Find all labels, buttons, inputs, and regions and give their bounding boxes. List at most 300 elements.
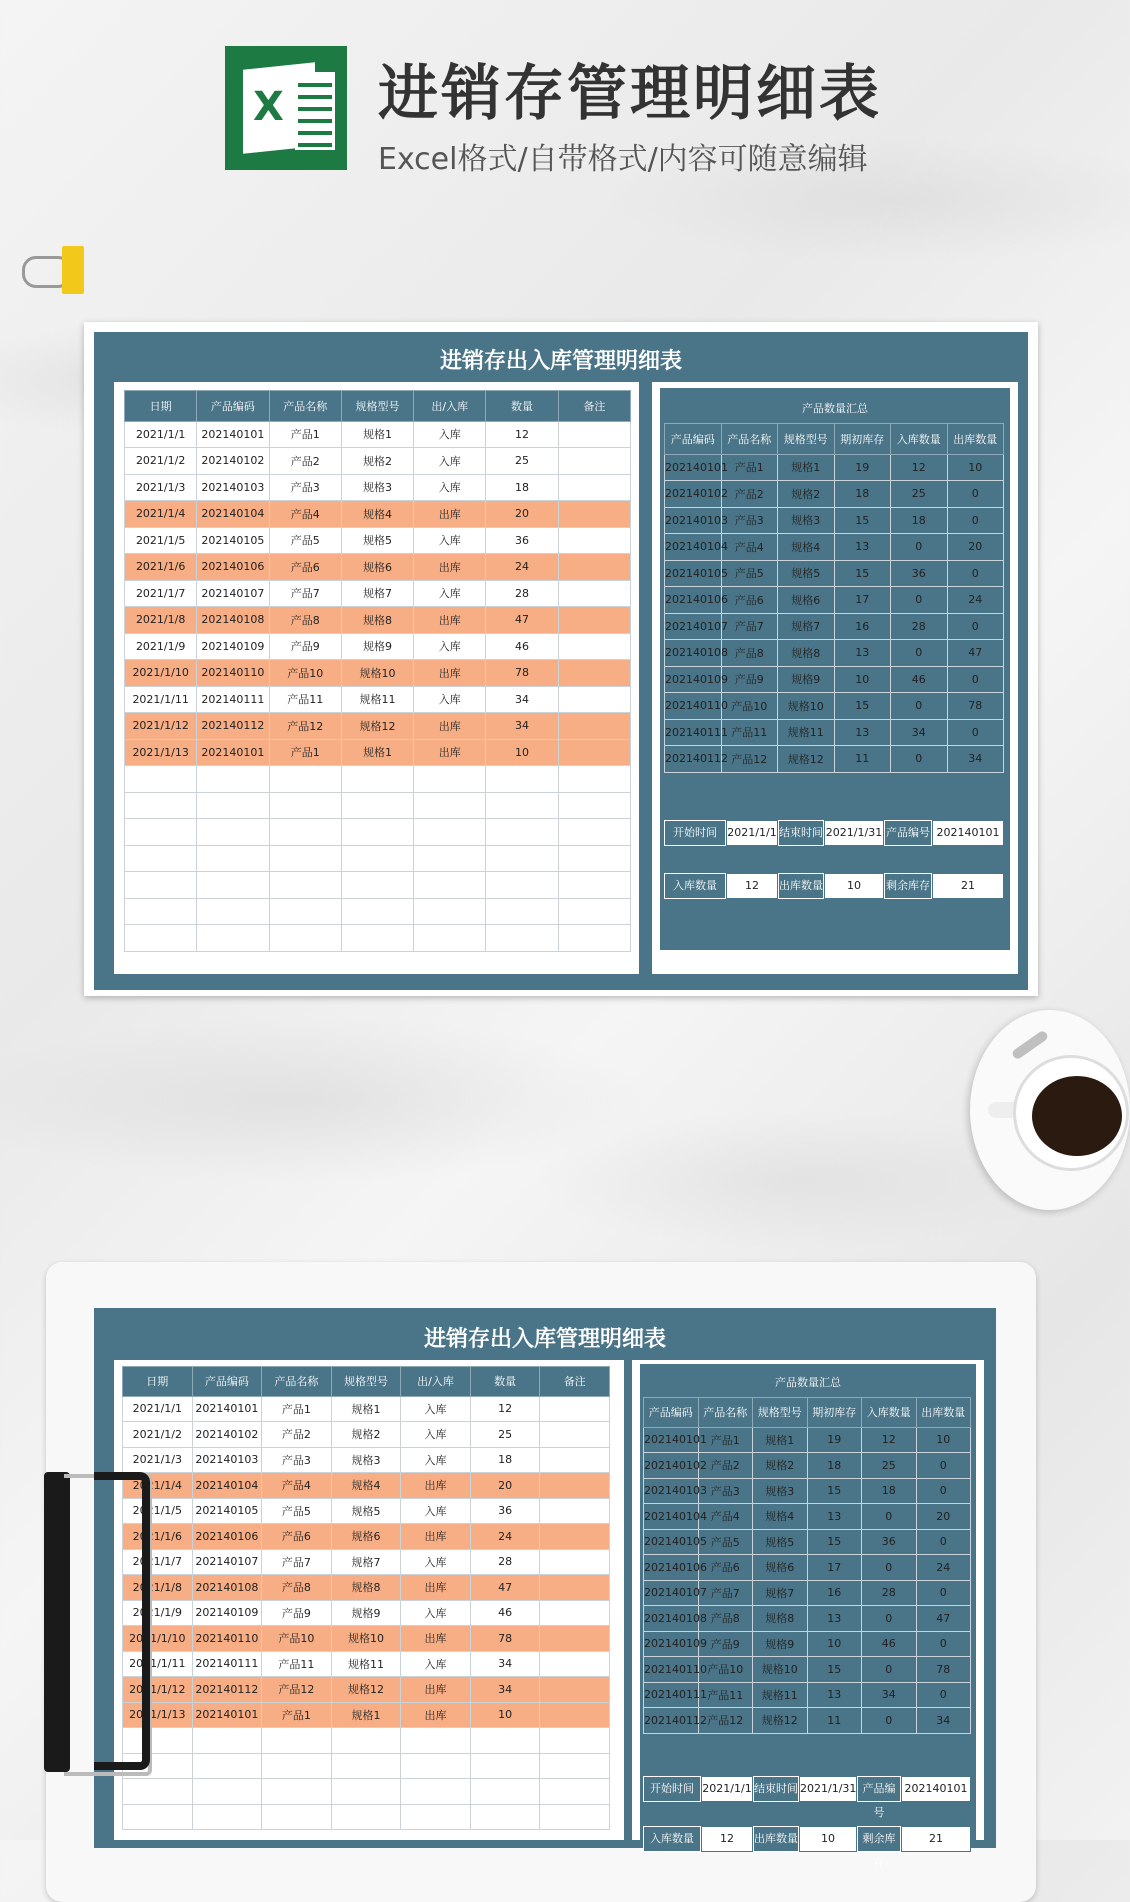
table-cell[interactable]: 产品5 <box>721 560 778 587</box>
table-cell[interactable]: 规格7 <box>778 613 835 640</box>
table-cell[interactable] <box>540 1804 610 1830</box>
table-cell[interactable]: 2021/1/2 <box>125 448 197 475</box>
table-cell[interactable]: 18 <box>486 474 558 501</box>
table-cell[interactable] <box>197 819 269 846</box>
table-cell[interactable]: 出库 <box>414 607 486 634</box>
table-cell[interactable] <box>540 1702 610 1728</box>
table-cell[interactable] <box>341 819 413 846</box>
table-cell[interactable]: 25 <box>862 1453 917 1479</box>
table-cell[interactable]: 202140102 <box>665 481 722 508</box>
table-cell[interactable]: 产品5 <box>698 1529 753 1555</box>
table-cell[interactable]: 2021/1/3 <box>125 474 197 501</box>
table-cell[interactable]: 24 <box>470 1524 540 1550</box>
table-cell[interactable]: 规格7 <box>753 1580 808 1606</box>
table-cell[interactable]: 202140108 <box>665 640 722 667</box>
table-cell[interactable] <box>540 1575 610 1601</box>
table-cell[interactable] <box>558 819 630 846</box>
table-cell[interactable]: 13 <box>807 1682 862 1708</box>
table-cell[interactable]: 出库 <box>401 1473 471 1499</box>
table-cell[interactable]: 产品12 <box>698 1708 753 1734</box>
table-cell[interactable]: 产品3 <box>269 474 341 501</box>
table-cell[interactable] <box>192 1753 262 1779</box>
table-cell[interactable]: 202140111 <box>197 686 269 713</box>
table-cell[interactable]: 2021/1/10 <box>125 660 197 687</box>
table-cell[interactable] <box>192 1728 262 1754</box>
table-cell[interactable] <box>558 792 630 819</box>
table-cell[interactable]: 2021/1/4 <box>125 501 197 528</box>
table-cell[interactable] <box>540 1422 610 1448</box>
table-cell[interactable]: 产品4 <box>698 1504 753 1530</box>
table-cell[interactable]: 10 <box>807 1631 862 1657</box>
table-cell[interactable]: 产品7 <box>269 580 341 607</box>
table-cell[interactable]: 202140110 <box>665 693 722 720</box>
table-cell[interactable]: 产品1 <box>698 1427 753 1453</box>
table-cell[interactable] <box>540 1600 610 1626</box>
table-cell[interactable]: 19 <box>807 1427 862 1453</box>
table-cell[interactable]: 2021/1/12 <box>125 713 197 740</box>
table-cell[interactable]: 0 <box>947 613 1004 640</box>
table-cell[interactable]: 202140107 <box>644 1580 699 1606</box>
table-cell[interactable] <box>269 925 341 952</box>
table-cell[interactable]: 产品1 <box>721 454 778 481</box>
table-cell[interactable]: 规格4 <box>778 534 835 561</box>
table-cell[interactable]: 产品9 <box>262 1600 332 1626</box>
table-cell[interactable]: 产品10 <box>269 660 341 687</box>
table-cell[interactable] <box>401 1804 471 1830</box>
table-cell[interactable] <box>192 1804 262 1830</box>
table-cell[interactable]: 规格12 <box>331 1677 401 1703</box>
table-cell[interactable] <box>540 1473 610 1499</box>
table-cell[interactable]: 202140102 <box>197 448 269 475</box>
table-cell[interactable] <box>123 1779 193 1805</box>
table-cell[interactable]: 78 <box>916 1657 971 1683</box>
table-cell[interactable]: 202140105 <box>644 1529 699 1555</box>
table-cell[interactable]: 规格10 <box>778 693 835 720</box>
table-cell[interactable]: 202140105 <box>192 1498 262 1524</box>
table-cell[interactable]: 11 <box>807 1708 862 1734</box>
table-cell[interactable] <box>331 1779 401 1805</box>
table-cell[interactable]: 0 <box>891 534 948 561</box>
table-cell[interactable]: 0 <box>862 1504 917 1530</box>
table-cell[interactable]: 2021/1/9 <box>125 633 197 660</box>
table-cell[interactable]: 0 <box>947 666 1004 693</box>
table-cell[interactable]: 11 <box>834 746 891 773</box>
table-cell[interactable] <box>125 872 197 899</box>
table-cell[interactable]: 18 <box>834 481 891 508</box>
table-cell[interactable]: 0 <box>916 1682 971 1708</box>
table-cell[interactable]: 15 <box>834 560 891 587</box>
table-cell[interactable]: 202140104 <box>665 534 722 561</box>
table-cell[interactable] <box>414 766 486 793</box>
table-cell[interactable]: 16 <box>834 613 891 640</box>
table-cell[interactable] <box>540 1677 610 1703</box>
table-cell[interactable]: 产品9 <box>698 1631 753 1657</box>
table-cell[interactable]: 出库 <box>414 739 486 766</box>
table-cell[interactable]: 规格6 <box>778 587 835 614</box>
table-cell[interactable]: 产品4 <box>262 1473 332 1499</box>
table-cell[interactable]: 产品9 <box>721 666 778 693</box>
table-cell[interactable]: 规格5 <box>331 1498 401 1524</box>
table-cell[interactable]: 规格6 <box>341 554 413 581</box>
table-cell[interactable]: 规格1 <box>331 1702 401 1728</box>
table-cell[interactable]: 47 <box>470 1575 540 1601</box>
table-cell[interactable]: 出库 <box>414 554 486 581</box>
table-cell[interactable]: 入库 <box>414 686 486 713</box>
table-cell[interactable]: 202140106 <box>644 1555 699 1581</box>
table-cell[interactable]: 18 <box>862 1478 917 1504</box>
table-cell[interactable]: 规格11 <box>753 1682 808 1708</box>
table-cell[interactable]: 202140110 <box>197 660 269 687</box>
table-cell[interactable]: 28 <box>862 1580 917 1606</box>
table-cell[interactable]: 入库 <box>401 1498 471 1524</box>
table-cell[interactable]: 202140109 <box>197 633 269 660</box>
table-cell[interactable]: 0 <box>947 560 1004 587</box>
table-cell[interactable]: 34 <box>947 746 1004 773</box>
table-cell[interactable]: 34 <box>891 719 948 746</box>
table-cell[interactable]: 13 <box>834 719 891 746</box>
table-cell[interactable]: 入库 <box>401 1549 471 1575</box>
table-cell[interactable] <box>341 792 413 819</box>
table-cell[interactable] <box>558 713 630 740</box>
table-cell[interactable]: 13 <box>807 1606 862 1632</box>
table-cell[interactable] <box>540 1549 610 1575</box>
table-cell[interactable]: 0 <box>862 1555 917 1581</box>
table-cell[interactable]: 202140110 <box>192 1626 262 1652</box>
table-cell[interactable]: 规格5 <box>341 527 413 554</box>
table-cell[interactable]: 17 <box>834 587 891 614</box>
table-cell[interactable]: 10 <box>916 1427 971 1453</box>
table-cell[interactable]: 产品9 <box>269 633 341 660</box>
table-cell[interactable]: 规格12 <box>341 713 413 740</box>
table-cell[interactable] <box>558 925 630 952</box>
start-date-field[interactable]: 2021/1/1 <box>726 820 778 846</box>
table-cell[interactable] <box>414 872 486 899</box>
table-cell[interactable] <box>558 739 630 766</box>
table-cell[interactable]: 2021/1/8 <box>125 607 197 634</box>
table-cell[interactable] <box>486 898 558 925</box>
table-cell[interactable]: 规格1 <box>753 1427 808 1453</box>
table-cell[interactable] <box>192 1779 262 1805</box>
table-cell[interactable]: 202140111 <box>644 1682 699 1708</box>
table-cell[interactable] <box>125 845 197 872</box>
table-cell[interactable] <box>540 1447 610 1473</box>
table-cell[interactable] <box>401 1779 471 1805</box>
table-cell[interactable]: 产品5 <box>262 1498 332 1524</box>
table-cell[interactable]: 2021/1/3 <box>123 1447 193 1473</box>
table-cell[interactable]: 规格9 <box>341 633 413 660</box>
table-cell[interactable]: 出库 <box>401 1575 471 1601</box>
table-cell[interactable]: 202140106 <box>197 554 269 581</box>
table-cell[interactable]: 2021/1/5 <box>123 1498 193 1524</box>
table-cell[interactable]: 0 <box>916 1529 971 1555</box>
table-cell[interactable]: 产品11 <box>262 1651 332 1677</box>
table-cell[interactable]: 46 <box>486 633 558 660</box>
table-cell[interactable]: 47 <box>947 640 1004 667</box>
table-cell[interactable]: 规格12 <box>753 1708 808 1734</box>
table-cell[interactable] <box>197 845 269 872</box>
table-cell[interactable]: 出库 <box>401 1626 471 1652</box>
table-cell[interactable]: 36 <box>470 1498 540 1524</box>
table-cell[interactable]: 20 <box>916 1504 971 1530</box>
table-cell[interactable]: 202140101 <box>197 739 269 766</box>
table-cell[interactable]: 24 <box>916 1555 971 1581</box>
table-cell[interactable]: 202140111 <box>665 719 722 746</box>
table-cell[interactable]: 规格6 <box>331 1524 401 1550</box>
table-cell[interactable]: 2021/1/2 <box>123 1422 193 1448</box>
table-cell[interactable]: 规格8 <box>341 607 413 634</box>
table-cell[interactable]: 0 <box>862 1657 917 1683</box>
table-cell[interactable] <box>540 1524 610 1550</box>
table-cell[interactable] <box>331 1804 401 1830</box>
table-cell[interactable]: 入库 <box>414 448 486 475</box>
table-cell[interactable]: 2021/1/7 <box>125 580 197 607</box>
table-cell[interactable]: 出库 <box>414 501 486 528</box>
table-cell[interactable]: 202140102 <box>644 1453 699 1479</box>
table-cell[interactable]: 规格9 <box>331 1600 401 1626</box>
table-cell[interactable] <box>269 845 341 872</box>
table-cell[interactable]: 产品6 <box>698 1555 753 1581</box>
table-cell[interactable]: 18 <box>807 1453 862 1479</box>
table-cell[interactable]: 2021/1/4 <box>123 1473 193 1499</box>
table-cell[interactable]: 2021/1/8 <box>123 1575 193 1601</box>
table-cell[interactable]: 产品6 <box>269 554 341 581</box>
table-cell[interactable] <box>341 872 413 899</box>
table-cell[interactable] <box>197 898 269 925</box>
table-cell[interactable]: 规格8 <box>331 1575 401 1601</box>
table-cell[interactable]: 规格4 <box>331 1473 401 1499</box>
table-cell[interactable] <box>125 766 197 793</box>
table-cell[interactable]: 规格2 <box>341 448 413 475</box>
table-cell[interactable]: 入库 <box>401 1396 471 1422</box>
table-cell[interactable]: 入库 <box>401 1422 471 1448</box>
table-cell[interactable] <box>341 925 413 952</box>
table-cell[interactable] <box>269 872 341 899</box>
table-cell[interactable]: 0 <box>891 587 948 614</box>
table-cell[interactable] <box>197 925 269 952</box>
table-cell[interactable]: 47 <box>486 607 558 634</box>
table-cell[interactable]: 34 <box>470 1651 540 1677</box>
table-cell[interactable] <box>540 1651 610 1677</box>
table-cell[interactable]: 202140105 <box>197 527 269 554</box>
table-cell[interactable]: 202140107 <box>192 1549 262 1575</box>
table-cell[interactable] <box>486 766 558 793</box>
table-cell[interactable]: 产品8 <box>262 1575 332 1601</box>
table-cell[interactable]: 0 <box>891 693 948 720</box>
table-cell[interactable] <box>486 872 558 899</box>
table-cell[interactable]: 19 <box>834 454 891 481</box>
table-cell[interactable]: 规格3 <box>753 1478 808 1504</box>
table-cell[interactable]: 规格5 <box>778 560 835 587</box>
table-cell[interactable]: 202140108 <box>644 1606 699 1632</box>
table-cell[interactable]: 202140107 <box>197 580 269 607</box>
table-cell[interactable] <box>486 925 558 952</box>
table-cell[interactable]: 规格10 <box>341 660 413 687</box>
table-cell[interactable]: 规格11 <box>341 686 413 713</box>
table-cell[interactable]: 2021/1/5 <box>125 527 197 554</box>
table-cell[interactable]: 产品5 <box>269 527 341 554</box>
table-cell[interactable]: 产品4 <box>269 501 341 528</box>
table-cell[interactable]: 产品7 <box>721 613 778 640</box>
table-cell[interactable] <box>414 819 486 846</box>
table-cell[interactable]: 产品3 <box>698 1478 753 1504</box>
table-cell[interactable] <box>540 1498 610 1524</box>
table-cell[interactable] <box>558 474 630 501</box>
table-cell[interactable]: 28 <box>470 1549 540 1575</box>
table-cell[interactable] <box>401 1753 471 1779</box>
table-cell[interactable]: 2021/1/1 <box>123 1396 193 1422</box>
table-cell[interactable]: 17 <box>807 1555 862 1581</box>
table-cell[interactable] <box>269 766 341 793</box>
table-cell[interactable]: 规格9 <box>753 1631 808 1657</box>
table-cell[interactable] <box>197 792 269 819</box>
table-cell[interactable]: 202140108 <box>197 607 269 634</box>
table-cell[interactable]: 产品2 <box>721 481 778 508</box>
table-cell[interactable] <box>414 845 486 872</box>
table-cell[interactable]: 13 <box>807 1504 862 1530</box>
table-cell[interactable]: 产品3 <box>721 507 778 534</box>
table-cell[interactable]: 入库 <box>401 1600 471 1626</box>
table-cell[interactable]: 产品2 <box>262 1422 332 1448</box>
table-cell[interactable] <box>558 527 630 554</box>
table-cell[interactable] <box>414 792 486 819</box>
table-cell[interactable]: 12 <box>862 1427 917 1453</box>
table-cell[interactable]: 0 <box>891 640 948 667</box>
table-cell[interactable]: 0 <box>916 1580 971 1606</box>
table-cell[interactable] <box>558 448 630 475</box>
table-cell[interactable]: 202140104 <box>644 1504 699 1530</box>
table-cell[interactable]: 15 <box>834 693 891 720</box>
table-cell[interactable]: 46 <box>862 1631 917 1657</box>
table-cell[interactable]: 规格7 <box>341 580 413 607</box>
table-cell[interactable] <box>269 898 341 925</box>
table-cell[interactable]: 产品1 <box>269 421 341 448</box>
table-cell[interactable]: 入库 <box>414 527 486 554</box>
table-cell[interactable]: 规格10 <box>331 1626 401 1652</box>
table-cell[interactable]: 入库 <box>414 474 486 501</box>
table-cell[interactable]: 规格9 <box>778 666 835 693</box>
table-cell[interactable]: 202140106 <box>665 587 722 614</box>
table-cell[interactable]: 规格8 <box>778 640 835 667</box>
table-cell[interactable] <box>540 1753 610 1779</box>
table-cell[interactable]: 36 <box>891 560 948 587</box>
table-cell[interactable]: 18 <box>470 1447 540 1473</box>
table-cell[interactable]: 15 <box>807 1529 862 1555</box>
table-cell[interactable]: 20 <box>486 501 558 528</box>
table-cell[interactable] <box>470 1753 540 1779</box>
table-cell[interactable]: 产品10 <box>262 1626 332 1652</box>
table-cell[interactable] <box>414 898 486 925</box>
table-cell[interactable] <box>558 845 630 872</box>
table-cell[interactable] <box>486 792 558 819</box>
table-cell[interactable] <box>125 925 197 952</box>
table-cell[interactable]: 产品7 <box>698 1580 753 1606</box>
table-cell[interactable] <box>558 501 630 528</box>
table-cell[interactable]: 202140106 <box>192 1524 262 1550</box>
table-cell[interactable]: 25 <box>486 448 558 475</box>
table-cell[interactable]: 规格7 <box>331 1549 401 1575</box>
table-cell[interactable]: 出库 <box>401 1677 471 1703</box>
table-cell[interactable]: 规格11 <box>778 719 835 746</box>
table-cell[interactable] <box>125 792 197 819</box>
table-cell[interactable]: 入库 <box>401 1651 471 1677</box>
table-cell[interactable] <box>540 1626 610 1652</box>
table-cell[interactable]: 产品8 <box>721 640 778 667</box>
table-cell[interactable]: 13 <box>834 640 891 667</box>
table-cell[interactable]: 34 <box>486 713 558 740</box>
table-cell[interactable]: 202140112 <box>665 746 722 773</box>
table-cell[interactable]: 出库 <box>414 660 486 687</box>
table-cell[interactable]: 10 <box>486 739 558 766</box>
table-cell[interactable]: 产品12 <box>721 746 778 773</box>
table-cell[interactable]: 产品10 <box>698 1657 753 1683</box>
table-cell[interactable] <box>558 872 630 899</box>
table-cell[interactable] <box>486 845 558 872</box>
table-cell[interactable]: 产品11 <box>721 719 778 746</box>
table-cell[interactable]: 出库 <box>414 713 486 740</box>
table-cell[interactable]: 10 <box>834 666 891 693</box>
table-cell[interactable]: 202140103 <box>192 1447 262 1473</box>
table-cell[interactable] <box>197 766 269 793</box>
table-cell[interactable]: 202140111 <box>192 1651 262 1677</box>
table-cell[interactable]: 规格1 <box>341 421 413 448</box>
table-cell[interactable] <box>414 925 486 952</box>
table-cell[interactable]: 202140101 <box>197 421 269 448</box>
table-cell[interactable] <box>262 1779 332 1805</box>
table-cell[interactable]: 产品10 <box>721 693 778 720</box>
table-cell[interactable]: 2021/1/13 <box>125 739 197 766</box>
table-cell[interactable]: 78 <box>486 660 558 687</box>
table-cell[interactable]: 2021/1/6 <box>123 1524 193 1550</box>
table-cell[interactable]: 规格3 <box>331 1447 401 1473</box>
table-cell[interactable]: 20 <box>470 1473 540 1499</box>
table-cell[interactable] <box>558 580 630 607</box>
table-cell[interactable]: 规格3 <box>778 507 835 534</box>
table-cell[interactable]: 入库 <box>414 633 486 660</box>
table-cell[interactable]: 202140105 <box>665 560 722 587</box>
table-cell[interactable] <box>262 1753 332 1779</box>
table-cell[interactable]: 46 <box>470 1600 540 1626</box>
table-cell[interactable]: 78 <box>470 1626 540 1652</box>
table-cell[interactable]: 规格1 <box>331 1396 401 1422</box>
table-cell[interactable]: 产品12 <box>262 1677 332 1703</box>
table-cell[interactable]: 产品2 <box>698 1453 753 1479</box>
table-cell[interactable]: 入库 <box>414 580 486 607</box>
table-cell[interactable]: 34 <box>916 1708 971 1734</box>
table-cell[interactable]: 产品11 <box>269 686 341 713</box>
table-cell[interactable]: 规格1 <box>341 739 413 766</box>
table-cell[interactable]: 2021/1/12 <box>123 1677 193 1703</box>
table-cell[interactable]: 10 <box>947 454 1004 481</box>
table-cell[interactable]: 规格2 <box>753 1453 808 1479</box>
table-cell[interactable]: 10 <box>470 1702 540 1728</box>
table-cell[interactable]: 0 <box>916 1453 971 1479</box>
table-cell[interactable]: 78 <box>947 693 1004 720</box>
table-cell[interactable]: 2021/1/11 <box>123 1651 193 1677</box>
table-cell[interactable]: 202140101 <box>644 1427 699 1453</box>
table-cell[interactable]: 产品1 <box>262 1702 332 1728</box>
table-cell[interactable] <box>558 607 630 634</box>
table-cell[interactable]: 出库 <box>401 1524 471 1550</box>
table-cell[interactable]: 2021/1/7 <box>123 1549 193 1575</box>
table-cell[interactable]: 202140112 <box>197 713 269 740</box>
table-cell[interactable]: 15 <box>807 1478 862 1504</box>
table-cell[interactable]: 规格2 <box>331 1422 401 1448</box>
table-cell[interactable] <box>558 660 630 687</box>
table-cell[interactable] <box>558 898 630 925</box>
table-cell[interactable]: 产品2 <box>269 448 341 475</box>
table-cell[interactable]: 0 <box>947 719 1004 746</box>
table-cell[interactable]: 13 <box>834 534 891 561</box>
